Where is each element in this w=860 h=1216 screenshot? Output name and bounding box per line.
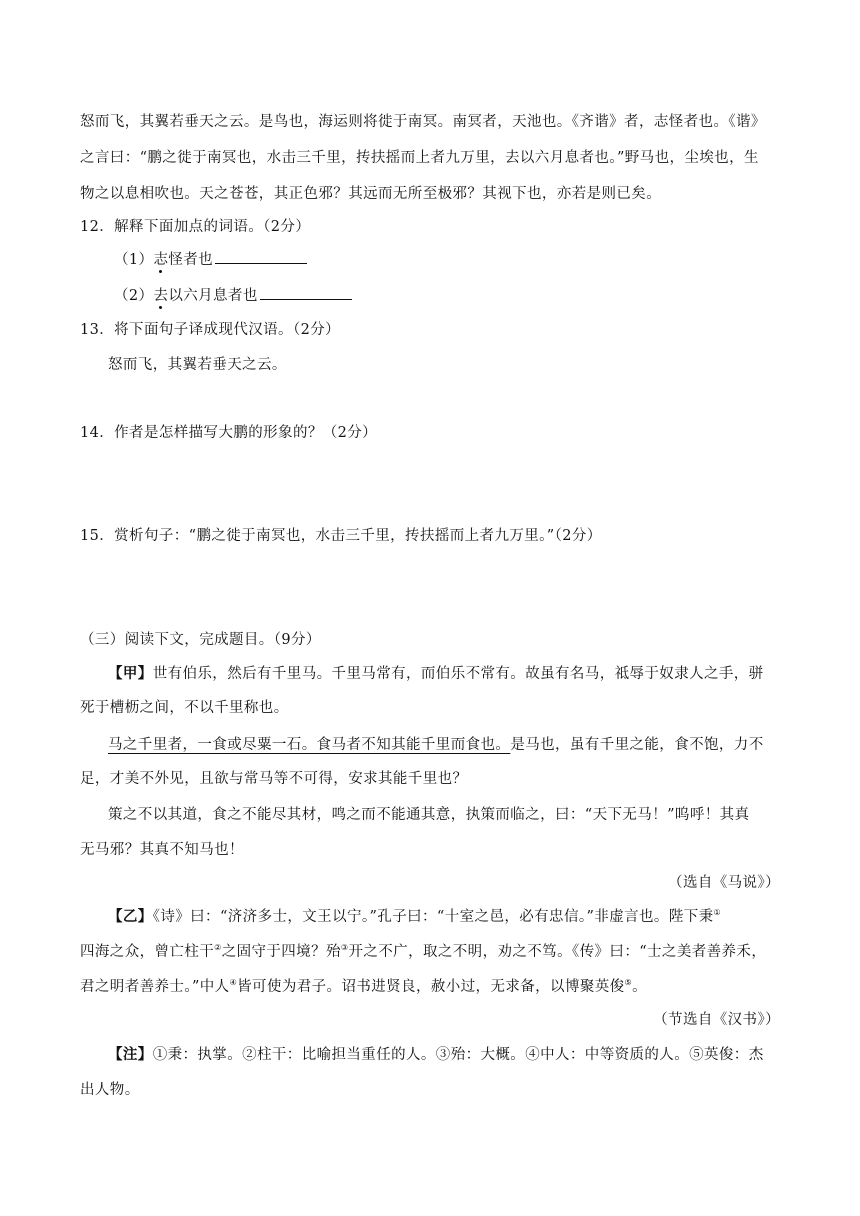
dotted-char: 志 [153,252,169,268]
item-prefix: （1） [114,252,154,268]
underlined-sentence: 马之千里者，一食或尽粟一石。食马者不知其能千里而食也。 [108,737,511,753]
text: 是马也，虽有千里之能，食不饱，力不 [510,737,764,753]
passage-line [80,975,647,996]
note-tag: 【注】 [108,1046,153,1063]
passage-line: 无马邪？其真不知马也！ [80,842,244,858]
passage-line [80,940,766,961]
text: 之固守于四境？殆 [221,944,341,960]
footnote-mark: ③ [340,943,349,953]
question-13-stem: 13．将下面句子译成现代汉语。（2分） [80,322,341,338]
question-15-stem: 15．赏析句子：“鹏之徙于南冥也，水击三千里，抟扶摇而上者九万里。”（2分） [80,528,602,544]
yi-source: （节选自《汉书》） [653,1012,780,1028]
jia-paragraph-3: 策之不以其道，食之不能尽其材，鸣之而不能通其意，执策而临之，曰：“天下无马！”呜呼！其真 [108,807,750,823]
jia-tag: 【甲】 [108,665,153,682]
answer-blank[interactable] [260,285,352,300]
footnote-mark: ② [214,943,222,953]
jia-paragraph-1 [108,662,764,683]
answer-blank[interactable] [215,249,307,264]
footnote-mark: ⑤ [624,978,633,988]
question-12-item-2 [114,284,352,305]
question-13-sentence: 怒而飞，其翼若垂天之云。 [108,357,287,373]
yi-tag: 【乙】 [108,908,153,925]
passage-line: 足，才美不外见，且欲与常马等不可得，安求其能千里也？ [80,771,468,787]
text: 《诗》曰：“济济多士，文王以宁。”孔子曰：“十室之邑，必有忠信。”非虚言也。陛下秉 [152,909,714,925]
footnote-mark: ④ [229,978,238,988]
question-12-item-1 [114,248,307,269]
text: 。 [632,979,648,995]
passage-line: 之言曰：“鹏之徙于南冥也，水击三千里，抟扶摇而上者九万里，去以六月息者也。”野马也，尘埃也，生 [80,150,759,166]
passage-line: 怒而飞，其翼若垂天之云。是鸟也，海运则将徙于南冥。南冥者，天池也。《齐谐》者，志怪者也。《谐》 [80,114,766,130]
text: ①秉：执掌。②柱干：比喻担当重任的人。③殆：大概。④中人：中等资质的人。⑤英俊：杰 [152,1047,764,1063]
item-text: 以六月息者也 [168,288,258,304]
jia-paragraph-2 [108,733,764,754]
section-3-heading: （三）阅读下文，完成题目。（9分） [80,632,321,648]
footnote-mark: ① [713,908,722,918]
text: 皆可使为君子。诏书进贤良，赦小过，无求备，以博聚英俊 [237,979,625,995]
notes [108,1043,764,1064]
passage-line: 死于槽枥之间，不以千里称也。 [80,700,289,716]
item-prefix: （2） [114,288,154,304]
passage-line: 物之以息相吹也。天之苍苍，其正色邪？其远而无所至极邪？其视下也，亦若是则已矣。 [80,186,662,202]
text: 四海之众，曾亡柱干 [80,944,215,960]
question-14-stem: 14．作者是怎样描写大鹏的形象的？（2分） [80,425,378,441]
jia-source: （选自《马说》） [668,875,780,891]
text: 君之明者善养士。”中人 [80,979,230,995]
dotted-char: 去 [153,288,169,304]
text: 世有伯乐，然后有千里马。千里马常有，而伯乐不常有。故虽有名马，祗辱于奴隶人之手，骈 [152,666,764,682]
passage-line: 出人物。 [80,1082,140,1098]
question-12-stem: 12．解释下面加点的词语。（2分） [80,219,311,235]
yi-paragraph [108,905,721,926]
item-text: 怪者也 [168,252,214,268]
text: 开之不广，取之不明，劝之不笃。《传》曰：“士之美者善养禾， [348,944,767,960]
